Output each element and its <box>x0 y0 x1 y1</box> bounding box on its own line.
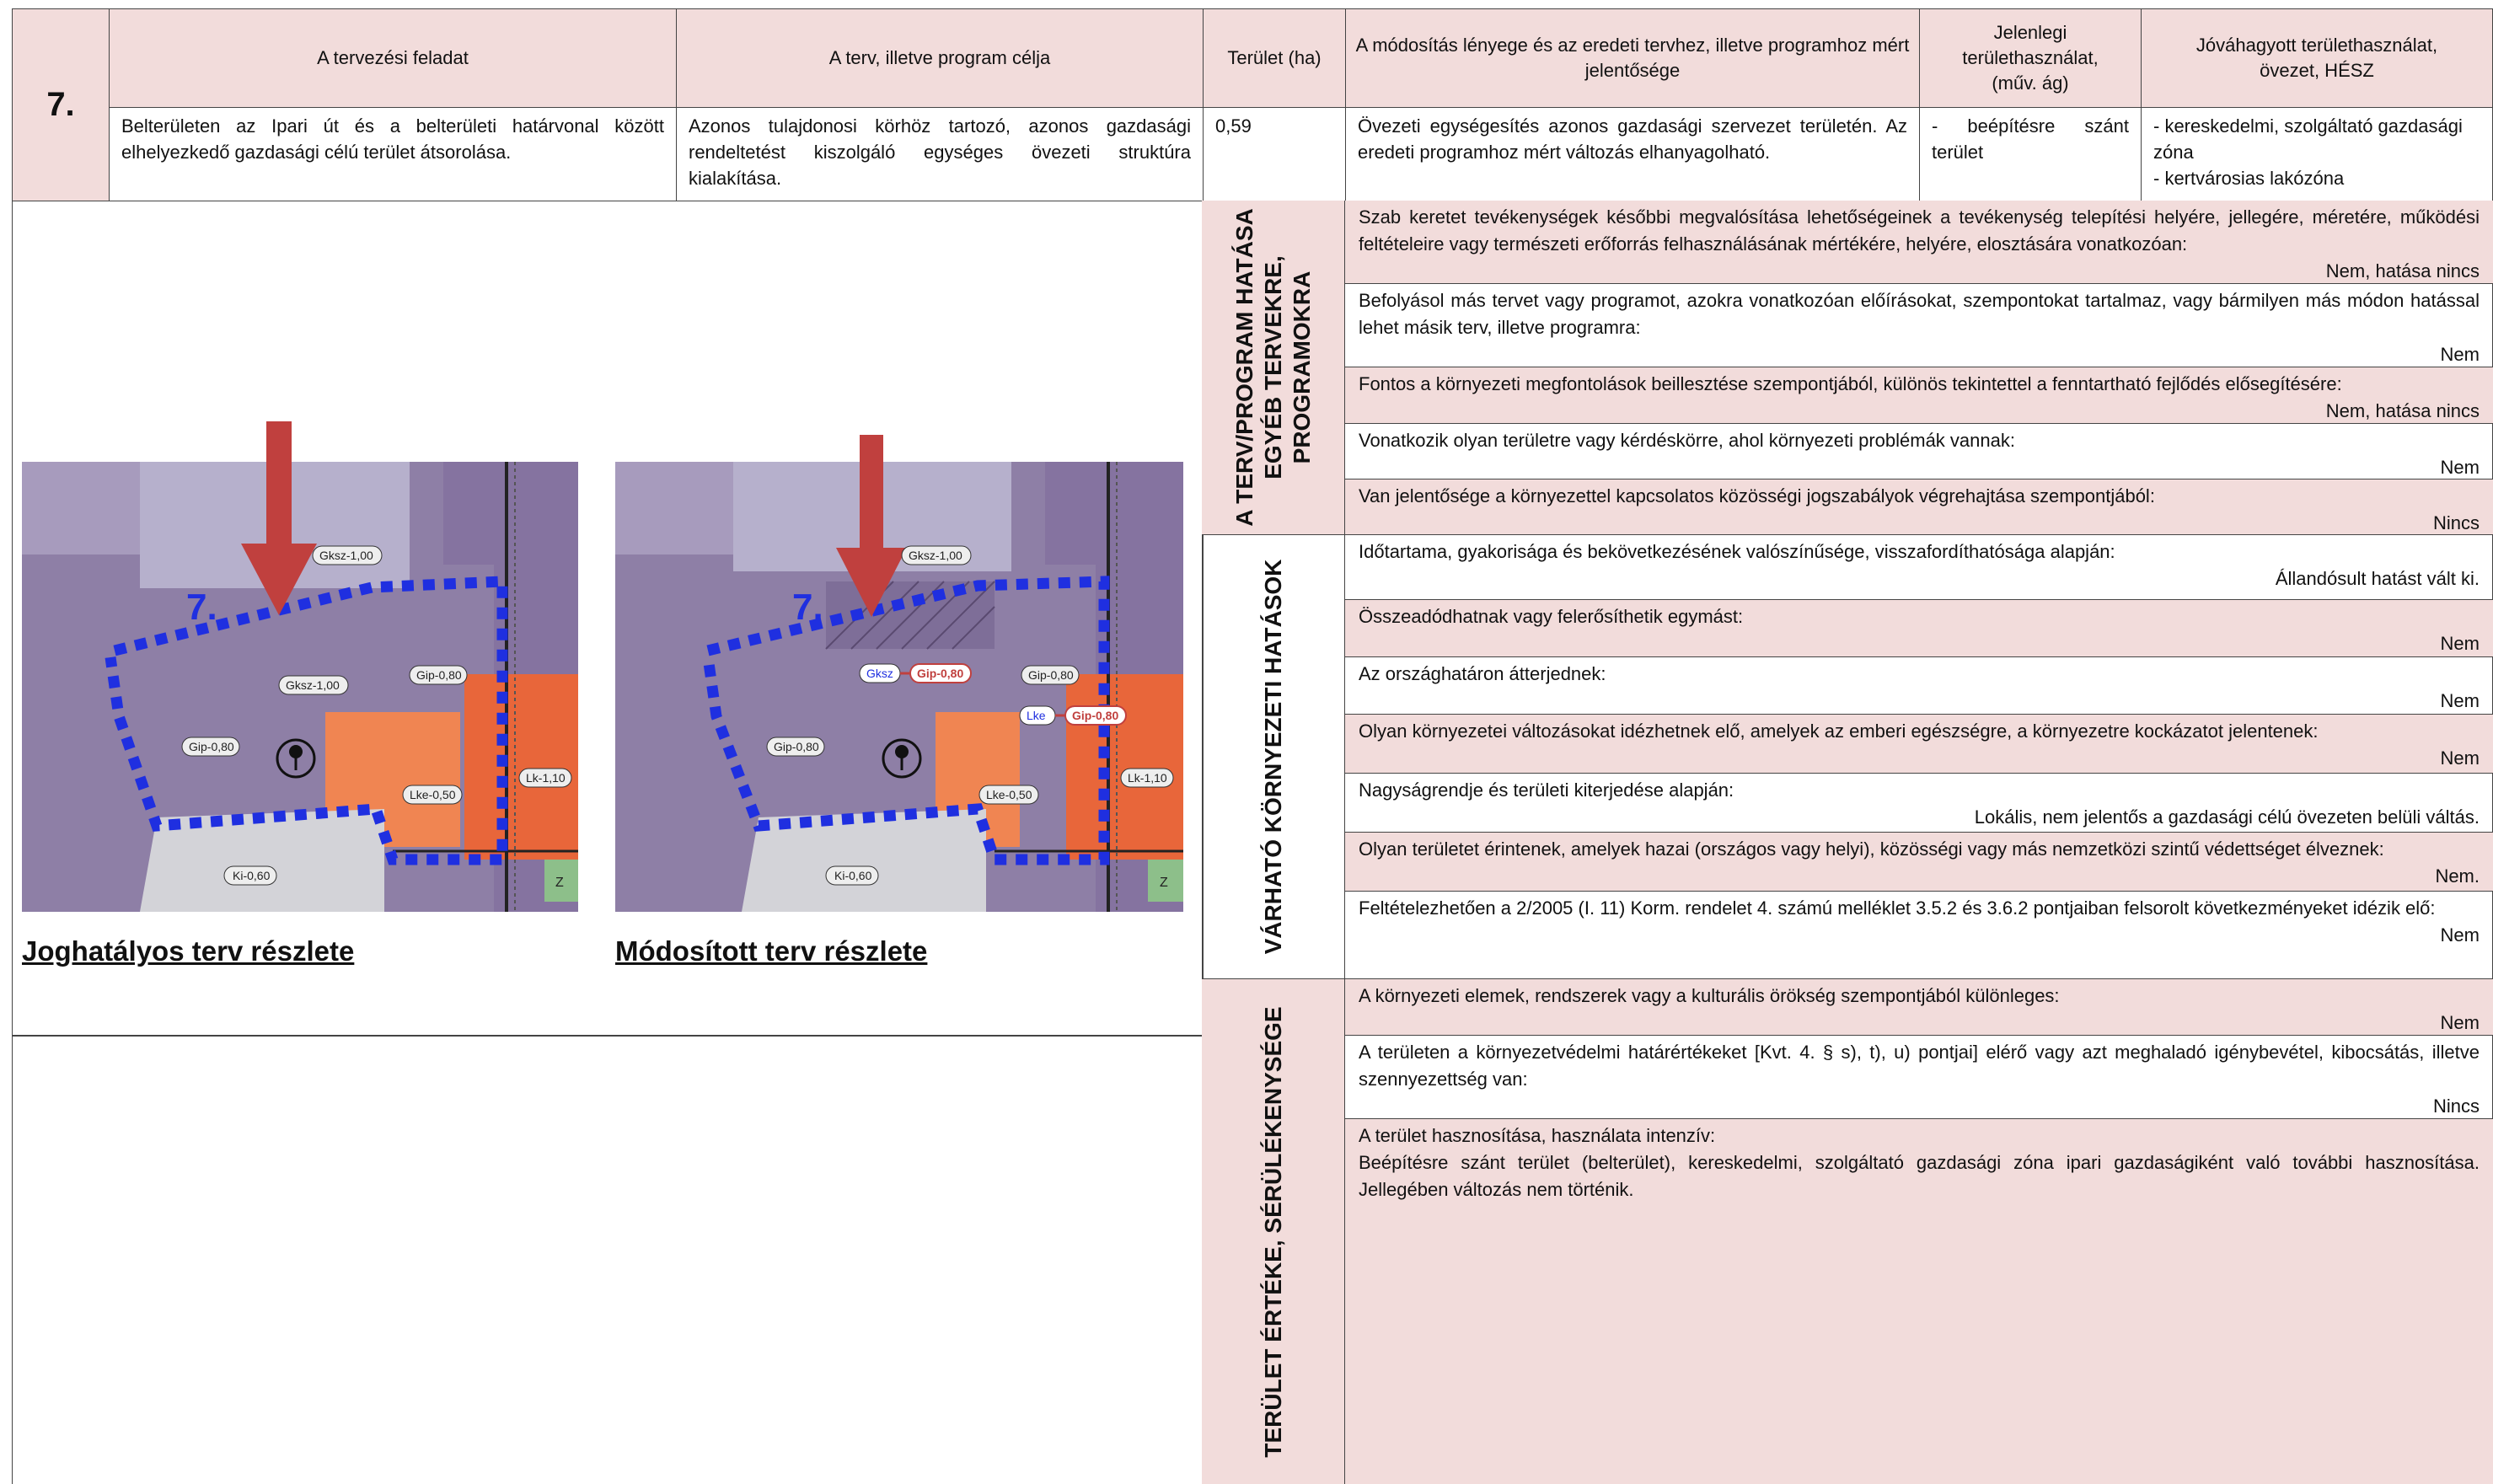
criterion-question: A környezeti elemek, rendszerek vagy a kulturális örökség szempontjából különleges: <box>1359 985 2060 1006</box>
zone-label: Gip-0,80 <box>1028 668 1074 682</box>
header-approved-use-line1: Jóváhagyott területhasználat, <box>2195 35 2438 56</box>
criterion-answer: Nem <box>2440 1012 2480 1033</box>
zone-label: Lke-0,50 <box>410 788 456 801</box>
criterion-question: Az országhatáron átterjednek: <box>1359 663 1606 684</box>
criterion-answer: Nem <box>2440 457 2480 478</box>
row-number: 7. <box>12 8 110 201</box>
criterion-answer: Nem <box>2440 690 2480 711</box>
map-caption-divider <box>12 1035 1203 1037</box>
criterion-answer: Lokális, nem jelentős a gazdasági célú övezeten belüli váltás. <box>1974 806 2480 828</box>
criterion-answer: Nincs <box>2432 512 2480 533</box>
zone-label: Gksz-1,00 <box>319 549 373 562</box>
map-current <box>22 421 578 912</box>
zone-label: Gip-0,80 <box>774 740 819 753</box>
header-area: Terület (ha) <box>1203 8 1346 108</box>
row-task: Belterületen az Ipari út és a belterületi határvonal között elhelyezkedő gazdasági célú terület átsorolása. <box>109 107 677 201</box>
criterion-answer: Nem, hatása nincs <box>2325 400 2480 421</box>
criterion-item <box>1345 479 2493 535</box>
criterion-question: Olyan területet érintenek, amelyek hazai (országos vagy helyi), közösségi vagy más nemzetközi szintű védettséget élveznek: <box>1359 838 2384 860</box>
criterion-item <box>1345 284 2493 367</box>
zone-label: Ki-0,60 <box>233 869 271 882</box>
criterion-item <box>1345 1036 2493 1119</box>
row-approved-use <box>2141 107 2493 201</box>
zone-label: Gksz-1,00 <box>286 678 340 692</box>
criterion-item <box>1345 657 2493 715</box>
zone-label: Z <box>555 876 564 890</box>
criterion-question: A terület hasznosítása, használata intenzív: <box>1359 1125 1716 1146</box>
criterion-question: Befolyásol más tervet vagy programot, azokra vonatkozóan előírásokat, szempontokat tartalmaz, vagy bármilyen más módon hatással lehet másik terv, illetve programra: <box>1359 290 2480 338</box>
criterion-answer: Nem <box>2440 633 2480 654</box>
criterion-item <box>1345 424 2493 479</box>
section-plan-impact <box>1202 201 1345 535</box>
criterion-item <box>1345 715 2493 774</box>
approved-use-item: - kertvárosias lakózóna <box>2153 168 2345 189</box>
zone-label: Lk-1,10 <box>1128 771 1167 785</box>
zone-change-to: Gip-0,80 <box>1072 709 1119 722</box>
row-current-use: - beépítésre szánt terület <box>1919 107 2142 201</box>
criterion-question: Vonatkozik olyan területre vagy kérdéskörre, ahol környezeti problémák vannak: <box>1359 430 2015 451</box>
section-environmental-effects <box>1202 535 1345 979</box>
criterion-item <box>1345 201 2493 284</box>
map-marker-label: 7. <box>792 587 823 628</box>
criterion-answer: Nem <box>2440 344 2480 365</box>
criterion-question: Nagyságrendje és területi kiterjedése alapján: <box>1359 780 1734 801</box>
map-marker-label: 7. <box>186 587 217 628</box>
criterion-item <box>1345 833 2493 892</box>
approved-use-item: - kereskedelmi, szolgáltató gazdasági zóna <box>2153 115 2463 163</box>
header-task: A tervezési feladat <box>109 8 677 108</box>
criterion-question: Fontos a környezeti megfontolások beillesztése szempontjából, különös tekintettel a fenntartható fejlődés elősegítésére: <box>1359 373 2342 394</box>
row-area: 0,59 <box>1203 107 1346 201</box>
criterion-item <box>1345 774 2493 833</box>
header-approved-use <box>2141 8 2493 108</box>
zone-label: Gip-0,80 <box>416 668 462 682</box>
criterion-item <box>1345 535 2493 600</box>
section-environmental-effects-label: VÁRHATÓ KÖRNYEZETI HATÁSOK <box>1259 559 1286 955</box>
criterion-answer: Nem. <box>2435 865 2480 887</box>
section-plan-impact-label: A TERV/PROGRAM HATÁSA EGYÉB TERVEKRE, PROGRAMOKRA <box>1230 208 1315 527</box>
criterion-answer: Állandósult hatást vált ki. <box>2275 568 2480 589</box>
section-area-value-label: TERÜLET ÉRTÉKE, SÉRÜLÉKENYSÉGE <box>1259 1005 1286 1458</box>
header-approved-use-line2: övezet, HÉSZ <box>2260 60 2374 81</box>
header-current-use <box>1919 8 2142 108</box>
criterion-answer: Nem, hatása nincs <box>2325 260 2480 281</box>
criterion-answer: Nem <box>2440 747 2480 769</box>
criterion-question: Feltételezhetően a 2/2005 (I. 11) Korm. rendelet 4. számú melléklet 3.5.2 és 3.6.2 pontjaiban felsorolt következményeket idézik elő: <box>1359 897 2436 919</box>
zone-label: Gksz-1,00 <box>909 549 962 562</box>
criterion-item <box>1345 600 2493 657</box>
criterion-item <box>1345 1119 2493 1484</box>
header-current-use-line1: Jelenlegi <box>1993 22 2067 43</box>
map-modified <box>615 421 1183 912</box>
criterion-item <box>1345 979 2493 1036</box>
header-change: A módosítás lényege és az eredeti tervhez, illetve programhoz mért jelentősége <box>1345 8 1920 108</box>
zone-label: Lke-0,50 <box>986 788 1032 801</box>
zone-change-to: Gip-0,80 <box>917 667 964 680</box>
zone-change-from: Gksz <box>866 667 893 680</box>
header-goal: A terv, illetve program célja <box>676 8 1204 108</box>
row-goal: Azonos tulajdonosi körhöz tartozó, azonos gazdasági rendeltetést kiszolgáló egységes övezeti struktúra kialakítása. <box>676 107 1204 201</box>
header-current-use-line3: (műv. ág) <box>1992 72 2069 94</box>
criterion-question: Olyan környezetei változásokat idézhetnek elő, amelyek az emberi egészségre, a környezetre kockázatot jelentenek: <box>1359 721 2319 742</box>
row-change: Övezeti egységesítés azonos gazdasági szervezet területén. Az eredeti programhoz mért változás elhanyagolható. <box>1345 107 1920 201</box>
criterion-question: A területen a környezetvédelmi határértékeket [Kvt. 4. § s), t), u) pontjai] elérő vagy azt meghaladó igénybevétel, kibocsátás, illetve szennyezettség van: <box>1359 1042 2480 1090</box>
criterion-item <box>1345 367 2493 424</box>
criterion-question: Van jelentősége a környezettel kapcsolatos közösségi jogszabályok végrehajtása szempontjából: <box>1359 485 2155 506</box>
zone-label: Lk-1,10 <box>526 771 566 785</box>
section-area-value <box>1202 979 1345 1484</box>
criterion-answer: Beépítésre szánt terület (belterület), kereskedelmi, szolgáltató gazdasági zóna ipari gazdaságiként való további hasznosítása. Jellegében változás nem történik. <box>1359 1152 2480 1200</box>
criterion-question: Szab keretet tevékenységek későbbi megvalósítása lehetőségeinek a tevékenység telepítési helyére, jellegére, méretére, működési feltételeire vagy természeti erőforrás felhasználásának mértékére, helyére, elosztására vonatkozóan: <box>1359 206 2480 254</box>
criterion-answer: Nincs <box>2432 1096 2480 1117</box>
criterion-question: Időtartama, gyakorisága és bekövetkezésének valószínűsége, visszafordíthatósága alapján: <box>1359 541 2115 562</box>
header-current-use-line2: területhasználat, <box>1962 47 2099 68</box>
criterion-question: Összeadódhatnak vagy felerősíthetik egymást: <box>1359 606 1744 627</box>
criterion-item <box>1345 892 2493 979</box>
criterion-answer: Nem <box>2440 924 2480 946</box>
left-map-caption: Joghatályos terv részlete <box>22 935 355 967</box>
zone-label: Gip-0,80 <box>189 740 234 753</box>
zone-label: Ki-0,60 <box>834 869 872 882</box>
zone-label: Z <box>1160 876 1168 890</box>
right-map-caption: Módosított terv részlete <box>615 935 928 967</box>
zone-change-from: Lke <box>1027 709 1046 722</box>
